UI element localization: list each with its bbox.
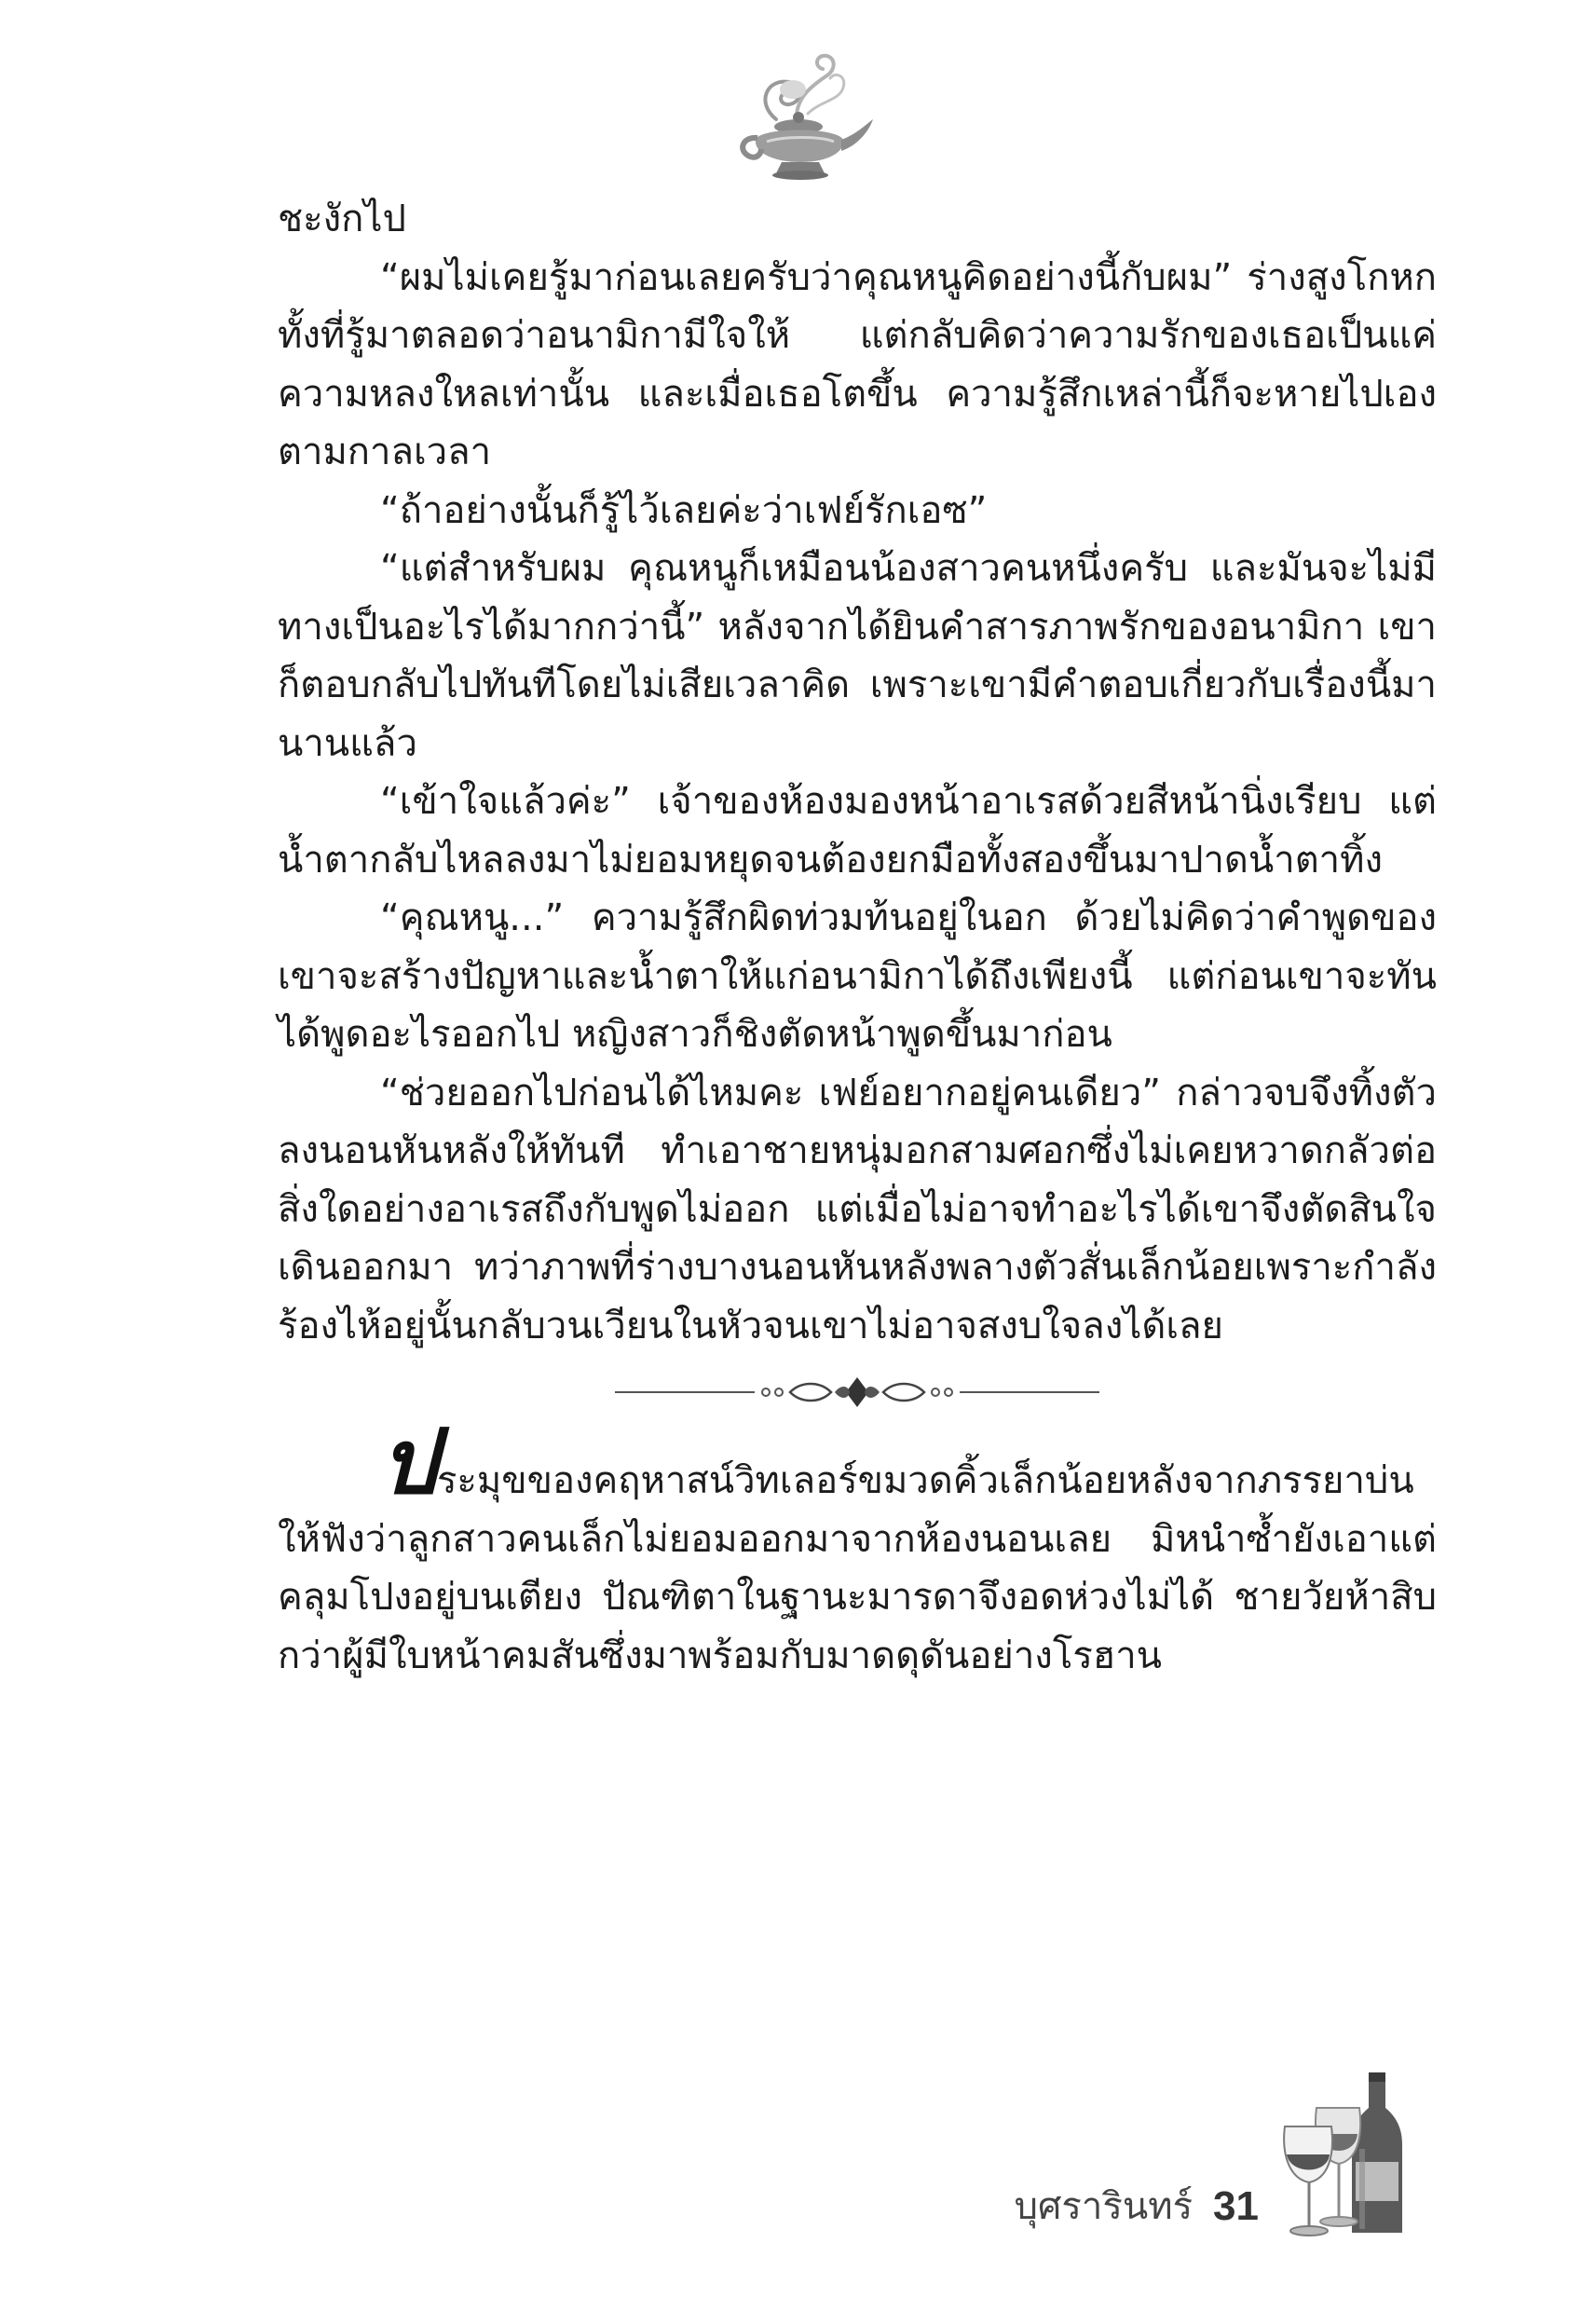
- wine-bottle-glasses-icon: [1279, 2071, 1419, 2238]
- page-body: [278, 190, 1437, 1685]
- page-footer: [1015, 2071, 1419, 2238]
- flourish-divider-icon: [615, 1374, 1099, 1411]
- page-number: 31: [1213, 2183, 1259, 2229]
- drop-cap: ป: [380, 1409, 437, 1514]
- paragraph: “ช่วยออกไปก่อนได้ไหมคะ เฟย์อยากอยู่คนเดียว” กล่าวจบจึงทิ้งตัวลงนอนหันหลังให้ทันที ทำเอาชายหนุ่มอกสามศอกซึ่งไม่เคยหวาดกลัวต่อสิ่งใดอย่างอาเรสถึงกับพูดไม่ออก แต่เมื่อไม่อาจทำอะไรได้เขาจึงตัดสินใจเดินออกมา ทว่าภาพที่ร่างบางนอนหันหลังพลางตัวสั่นเล็กน้อยเพราะกำลังร้องไห้อยู่นั้นกลับวนเวียนในหัวจนเขาไม่อาจสงบใจลงได้เลย: [278, 1071, 1437, 1347]
- paragraph: “เข้าใจแล้วค่ะ” เจ้าของห้องมองหน้าอาเรสด้วยสีหน้านิ่งเรียบ แต่น้ำตากลับไหลลงมาไม่ยอมหยุดจนต้องยกมือทั้งสองขึ้นมาปาดน้ำตาทิ้ง: [278, 780, 1437, 882]
- genie-lamp-icon: [718, 47, 877, 186]
- paragraph: ชะงักไป: [278, 198, 406, 240]
- paragraph: “ถ้าอย่างนั้นก็รู้ไว้เลยค่ะว่าเฟย์รักเอซ”: [380, 488, 988, 532]
- section-opening-paragraph: [278, 1409, 1437, 1685]
- running-title: บุศรารินทร์: [1014, 2185, 1194, 2228]
- paragraph: “แต่สำหรับผม คุณหนูก็เหมือนน้องสาวคนหนึ่งครับ และมันจะไม่มีทางเป็นอะไรได้มากกว่านี้” หลังจากได้ยินคำสารภาพรักของอนามิกา เขาก็ตอบกลับไปทันทีโดยไม่เสียเวลาคิด เพราะเขามีคำตอบเกี่ยวกับเรื่องนี้มานานแล้ว: [278, 547, 1437, 765]
- paragraph: “ผมไม่เคยรู้มาก่อนเลยครับว่าคุณหนูคิดอย่างนี้กับผม” ร่างสูงโกหก ทั้งที่รู้มาตลอดว่าอนามิกามีใจให้ แต่กลับคิดว่าความรักของเธอเป็นแค่ความหลงใหลเท่านั้น และเมื่อเธอโตขึ้น ความรู้สึกเหล่านี้ก็จะหายไปเองตามกาลเวลา: [278, 255, 1437, 473]
- paragraph: “คุณหนู...” ความรู้สึกผิดท่วมท้นอยู่ในอก ด้วยไม่คิดว่าคำพูดของเขาจะสร้างปัญหาและน้ำตาให้แก่อนามิกาได้ถึงเพียงนี้ แต่ก่อนเขาจะทันได้พูดอะไรออกไป หญิงสาวก็ชิงตัดหน้าพูดขึ้นมาก่อน: [278, 896, 1437, 1056]
- paragraph-text: ระมุขของคฤหาสน์วิทเลอร์ขมวดคิ้วเล็กน้อยหลังจากภรรยาบ่นให้ฟังว่าลูกสาวคนเล็กไม่ยอมออกมาจากห้องนอนเลย มิหนำซ้ำยังเอาแต่คลุมโปงอยู่บนเตียง ปัณฑิตาในฐานะมารดาจึงอดห่วงไม่ได้ ชายวัยห้าสิบกว่าผู้มีใบหน้าคมสันซึ่งมาพร้อมกับมาดดุดันอย่างโรฮาน: [278, 1459, 1437, 1677]
